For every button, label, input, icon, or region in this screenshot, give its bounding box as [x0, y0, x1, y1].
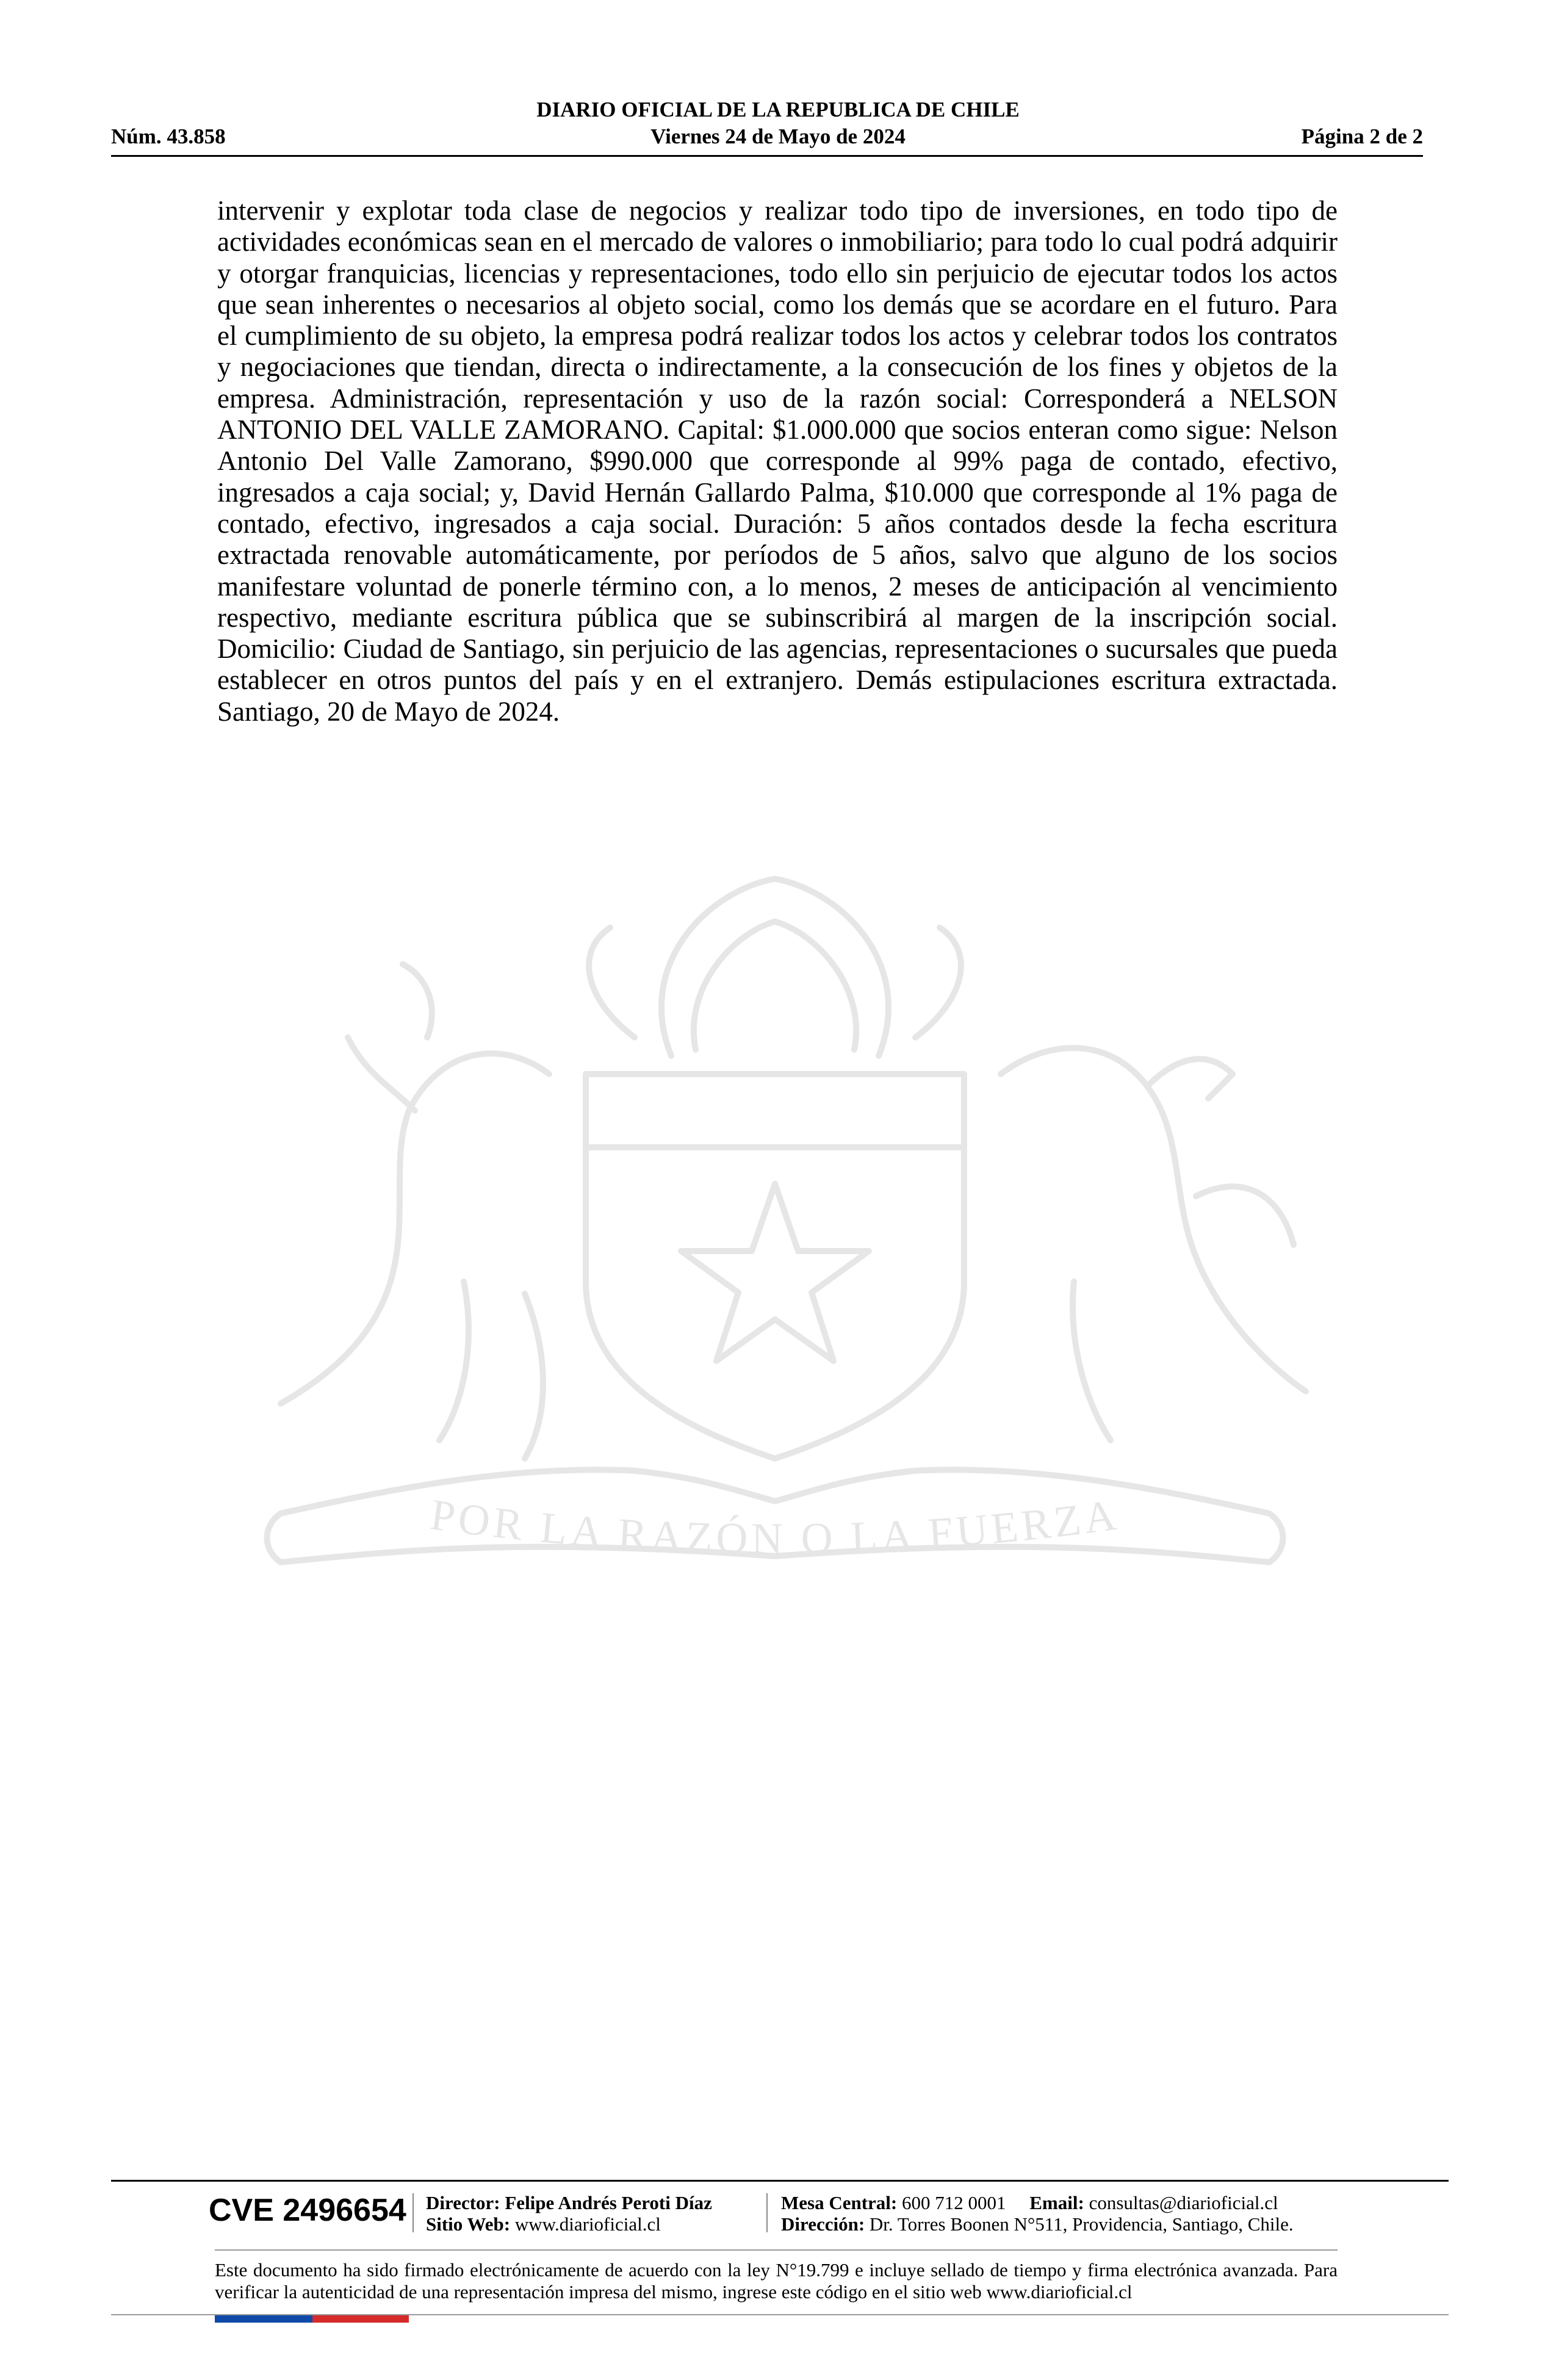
footer-separator: [766, 2193, 768, 2232]
header-divider: [111, 155, 1423, 157]
chile-coat-of-arms-icon: [207, 854, 1342, 1672]
extract-body-text: intervenir y explotar toda clase de negocios y realizar todo tipo de inversiones, en todo tipo de actividades económicas sean en el mercado de valores o inmobiliario; para todo lo cual podrá adquirir y otorgar franquicias, licencias y representaciones, todo ello sin perjuicio de ejecutar todos los actos que sean inherentes o necesarios al objeto social, como los demás que se acordare en el futuro. Para el cumplimiento de su objeto, la empresa podrá realizar todos los actos y celebrar todos los contratos y negociaciones que tiendan, directa o indirectamente, a la consecución de los fines y objetos de la empresa. Administración, representación y uso de la razón social: Corresponderá a NELSON ANTONIO DEL VALLE ZAMORANO. Capital: $1.000.000 que socios enteran como sigue: Nelson Antonio Del Valle Zamorano, $990.000 que corresponde al 99% paga de contado, efectivo, ingresados a caja social; y, David Hernán Gallardo Palma, $10.000 que corresponde al 1% paga de contado, efectivo, ingresados a caja social. Duración: 5 años contados desde la fecha escritura extractada renovable automáticamente, por períodos de 5 años, salvo que alguno de los socios manifestare voluntad de ponerle término con, a lo menos, 2 meses de anticipación al vencimiento respectivo, mediante escritura pública que se subinscribirá al margen de la inscripción social. Domicilio: Ciudad de Santiago, sin perjuicio de las agencias, representaciones o sucursales que pueda establecer en otros puntos del país y en el extranjero. Demás estipulaciones escritura extractada. Santiago, 20 de Mayo de 2024.: [217, 195, 1338, 727]
website-link[interactable]: www.diarioficial.cl: [514, 2213, 661, 2235]
director-name: Felipe Andrés Peroti Díaz: [505, 2192, 712, 2213]
signature-notice: Este documento ha sido firmado electrónicamente de acuerdo con la ley N°19.799 e incluye sellado de tiempo y firma electrónica avanzada. Para verificar la autenticidad de una representación impresa del mismo, ingrese este código en el sitio web www.diarioficial.cl: [215, 2259, 1338, 2302]
footer-divider-middle: [215, 2249, 1338, 2251]
address-line: [781, 2213, 1294, 2235]
flag-stripe-red: [312, 2315, 409, 2323]
page-number: Página 2 de 2: [1301, 124, 1423, 148]
phone-label: Mesa Central:: [781, 2192, 898, 2213]
publication-title: DIARIO OFICIAL DE LA REPUBLICA DE CHILE: [536, 98, 1020, 121]
phone-email-line: [781, 2192, 1294, 2213]
footer-divider-top: [111, 2180, 1449, 2182]
flag-stripe-blue: [215, 2315, 312, 2323]
footer-contact: [781, 2192, 1294, 2235]
phone-value: 600 712 0001: [902, 2192, 1006, 2213]
website-line: [426, 2213, 712, 2235]
issue-date: Viernes 24 de Mayo de 2024: [650, 124, 906, 148]
footer-separator: [412, 2193, 414, 2232]
director-label: Director:: [426, 2192, 500, 2213]
email-link[interactable]: consultas@diarioficial.cl: [1089, 2192, 1278, 2213]
address-label: Dirección:: [781, 2213, 865, 2235]
motto-text: POR LA RAZÓN O LA FUERZA: [427, 1490, 1123, 1563]
email-label: Email:: [1029, 2192, 1084, 2213]
director-line: [426, 2192, 712, 2213]
address-value: Dr. Torres Boonen N°511, Providencia, Santiago, Chile.: [869, 2213, 1294, 2235]
website-label: Sitio Web:: [426, 2213, 511, 2235]
footer-editorial: [426, 2192, 712, 2235]
cve-code: CVE 2496654: [209, 2193, 406, 2228]
issue-number: Núm. 43.858: [111, 124, 226, 148]
